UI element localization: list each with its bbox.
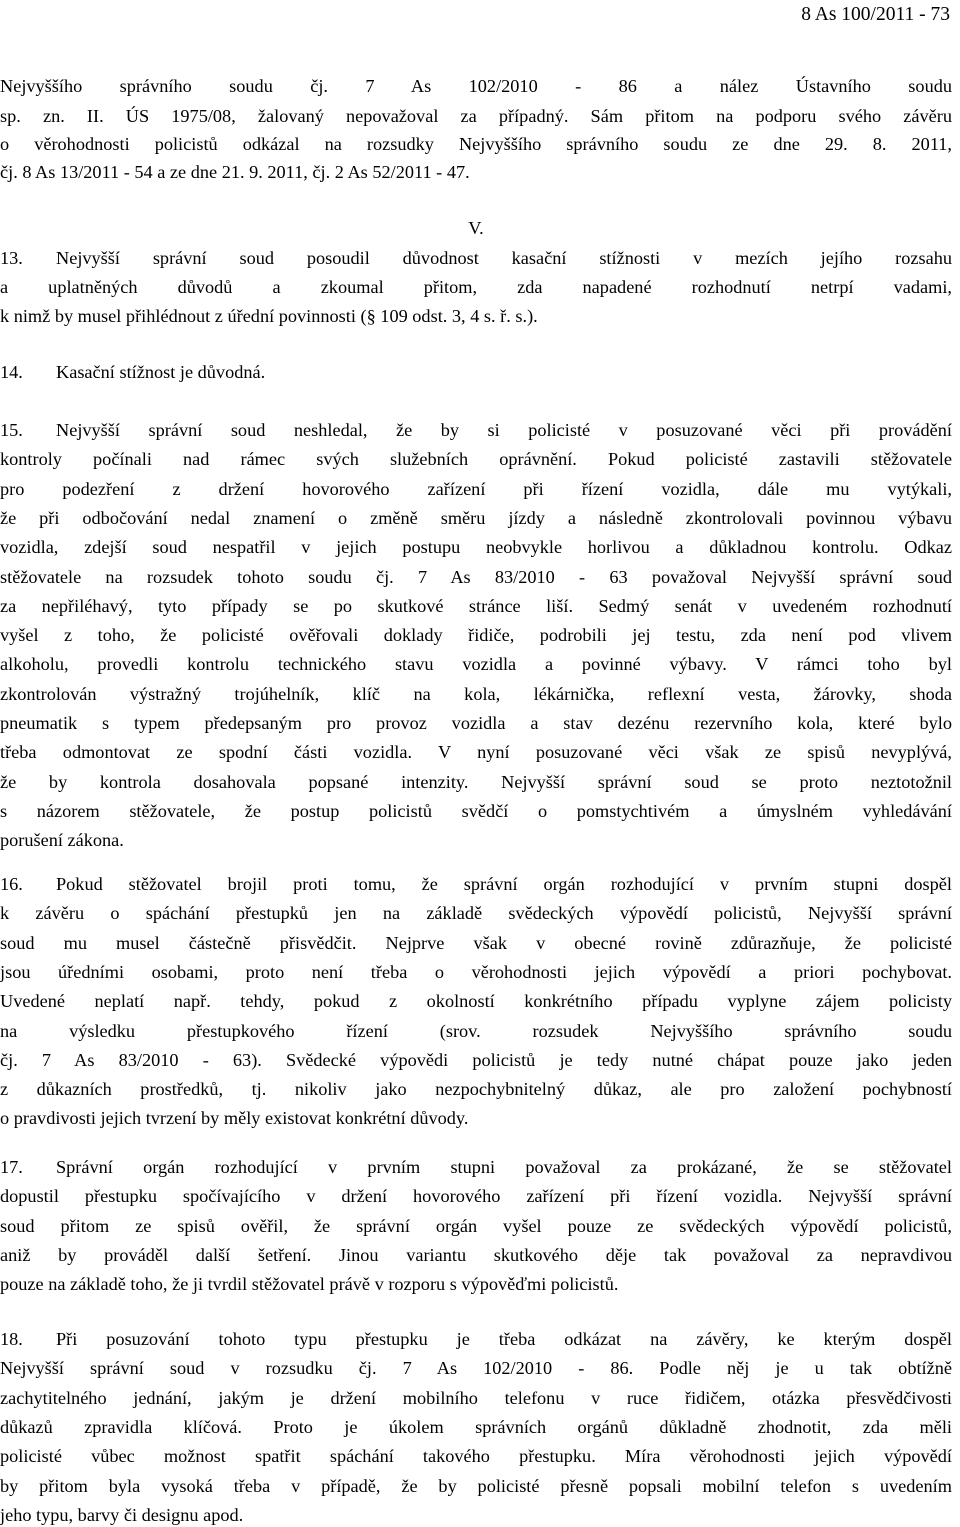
paragraph-number: 14.: [0, 362, 23, 382]
paragraph-15-line: kontroly počínali nad rámec svých služebních oprávnění. Pokud policisté zastavili stěžovatele: [0, 449, 952, 470]
paragraph-16-line: z důkazních prostředků, tj. nikoliv jako nezpochybnitelný důkaz, ale pro založení pochybností: [0, 1079, 952, 1100]
paragraph-15-line: vyšel z toho, že policisté ověřovali doklady řidiče, podrobili jej testu, zda není pod vlivem: [0, 625, 952, 646]
paragraph-15-line: za nepřiléhavý, tyto případy se po skutkové stránce liší. Sedmý senát v uvedeném rozhodnutí: [0, 595, 952, 616]
paragraph-15-line: že při odbočování nedal znamení o změně směru jízdy a následně zkontrolovali povinnou výbavu: [0, 507, 952, 528]
carry-over-line: čj. 8 As 13/2011 - 54 a ze dne 21. 9. 2011, čj. 2 As 52/2011 - 47.: [0, 162, 470, 182]
paragraph-13-line: k nimž by musel přihlédnout z úřední povinnosti (§ 109 odst. 3, 4 s. ř. s.).: [0, 306, 538, 326]
paragraph-number: 15.: [0, 420, 23, 440]
page-reference: 8 As 100/2011 - 73: [801, 4, 950, 25]
carry-over-line: sp. zn. II. ÚS 1975/08, žalovaný nepovažoval za případný. Sám přitom na podporu svého závěru: [0, 106, 952, 126]
paragraph-15-line: pro podezření z držení hovorového zařízení při řízení vozidla, dále mu vytýkali,: [0, 478, 952, 499]
paragraph-16-line: soud mu musel částečně přisvědčit. Nejprve však v obecné rovině zdůrazňuje, že policisté: [0, 932, 952, 953]
paragraph-text: Nejvyšší správní soud neshledal, že by si policisté v posuzované věci při provádění: [56, 420, 952, 440]
paragraph-18-line: důkazů zpravidla klíčová. Proto je úkolem správních orgánů důkladně zhodnotit, zda měli: [0, 1416, 952, 1437]
paragraph-17-line: [0, 1155, 952, 1179]
paragraph-16-line: k závěru o spáchání přestupků jen na základě svědeckých výpovědí policistů, Nejvyšší správní: [0, 903, 952, 924]
paragraph-15-line: s názorem stěžovatele, že postup policistů svědčí o pomstychtivém a úmyslném vyhledávání: [0, 800, 952, 821]
paragraph-13-line: [0, 246, 952, 270]
paragraph-text: Kasační stížnost je důvodná.: [56, 362, 266, 382]
paragraph-16-line: na výsledku přestupkového řízení (srov. rozsudek Nejvyššího správního soudu: [0, 1020, 952, 1041]
paragraph-text: Správní orgán rozhodující v prvním stupni považoval za prokázané, že se stěžovatel: [56, 1157, 952, 1177]
paragraph-17-line: aniž by prováděl další šetření. Jinou variantu skutkového děje tak považoval za nepravdivou: [0, 1244, 952, 1265]
paragraph-number: 17.: [0, 1157, 23, 1177]
paragraph-17-line: soud přitom ze spisů ověřil, že správní orgán vyšel pouze ze svědeckých výpovědí policistů,: [0, 1215, 952, 1236]
paragraph-17-line: pouze na základě toho, že ji tvrdil stěžovatel právě v rozporu s výpověďmi policistů.: [0, 1274, 619, 1295]
paragraph-15-line: [0, 418, 952, 442]
paragraph-15-line: zkontrolován výstražný trojúhelník, klíč na kola, lékárnička, reflexní vesta, žárovky, shoda: [0, 683, 952, 704]
paragraph-15-line: stěžovatele na rozsudek tohoto soudu čj. 7 As 83/2010 - 63 považoval Nejvyšší správní soud: [0, 566, 952, 587]
carry-over-line: o věrohodnosti policistů odkázal na rozsudky Nejvyššího správního soudu ze dne 29. 8. 2011,: [0, 134, 952, 154]
paragraph-number: 18.: [0, 1329, 23, 1349]
paragraph-text: Při posuzování tohoto typu přestupku je třeba odkázat na závěry, ke kterým dospěl: [56, 1329, 952, 1349]
paragraph-16-line: jsou úředními osobami, proto není třeba o věrohodnosti jejich výpovědí a priori pochybovat.: [0, 961, 952, 982]
paragraph-18-line: [0, 1327, 952, 1351]
paragraph-15-line: že by kontrola dosahovala popsané intenzity. Nejvyšší správní soud se proto neztotožnil: [0, 771, 952, 792]
paragraph-18-line: policisté vůbec možnost spatřit spáchání takového přestupku. Míra věrohodnosti jejich výpovědí: [0, 1446, 952, 1467]
paragraph-16-line: Uvedené neplatí např. tehdy, pokud z okolností konkrétního případu vyplyne zájem policisty: [0, 991, 952, 1012]
paragraph-text: Nejvyšší správní soud posoudil důvodnost kasační stížnosti v mezích jejího rozsahu: [56, 248, 952, 268]
paragraph-18-line: jeho typu, barvy či designu apod.: [0, 1504, 244, 1525]
paragraph-17-line: dopustil přestupku spočívajícího v držení hovorového zařízení při řízení vozidla. Nejvyšší správní: [0, 1186, 952, 1207]
carry-over-line: Nejvyššího správního soudu čj. 7 As 102/2010 - 86 a nález Ústavního soudu: [0, 76, 952, 96]
paragraph-13-line: a uplatněných důvodů a zkoumal přitom, zda napadené rozhodnutí netrpí vadami,: [0, 277, 952, 297]
paragraph-15-line: vozidla, zdejší soud nespatřil v jejich postupu neobvykle horlivou a důkladnou kontrolu. Odkaz: [0, 537, 952, 558]
paragraph-15-line: třeba odmontovat ze spodní části vozidla. V nyní posuzované věci však ze spisů nevyplývá,: [0, 742, 952, 763]
section-heading: V.: [468, 218, 484, 238]
paragraph-16-line: [0, 872, 952, 896]
paragraph-15-line: alkoholu, provedli kontrolu technického stavu vozidla a povinné výbavy. V rámci toho byl: [0, 654, 952, 675]
paragraph-14-line: [0, 360, 952, 384]
paragraph-text: Pokud stěžovatel brojil proti tomu, že správní orgán rozhodující v prvním stupni dospěl: [56, 874, 952, 894]
paragraph-15-line: porušení zákona.: [0, 830, 124, 851]
paragraph-16-line: o pravdivosti jejich tvrzení by měly existovat konkrétní důvody.: [0, 1108, 469, 1129]
paragraph-16-line: čj. 7 As 83/2010 - 63). Svědecké výpovědi policistů je tedy nutné chápat pouze jako jeden: [0, 1049, 952, 1070]
paragraph-18-line: zachytitelného jednání, jakým je držení mobilního telefonu v ruce řidičem, otázka přesvědčivosti: [0, 1387, 952, 1408]
paragraph-15-line: pneumatik s typem předepsaným pro provoz vozidla a stav dezénu rezervního kola, které bylo: [0, 713, 952, 733]
paragraph-number: 13.: [0, 248, 23, 268]
paragraph-18-line: Nejvyšší správní soud v rozsudku čj. 7 As 102/2010 - 86. Podle něj je u tak obtížně: [0, 1358, 952, 1379]
paragraph-18-line: by přitom byla vysoká třeba v případě, že by policisté přesně popsali mobilní telefon s uvedením: [0, 1475, 952, 1496]
paragraph-number: 16.: [0, 874, 23, 894]
